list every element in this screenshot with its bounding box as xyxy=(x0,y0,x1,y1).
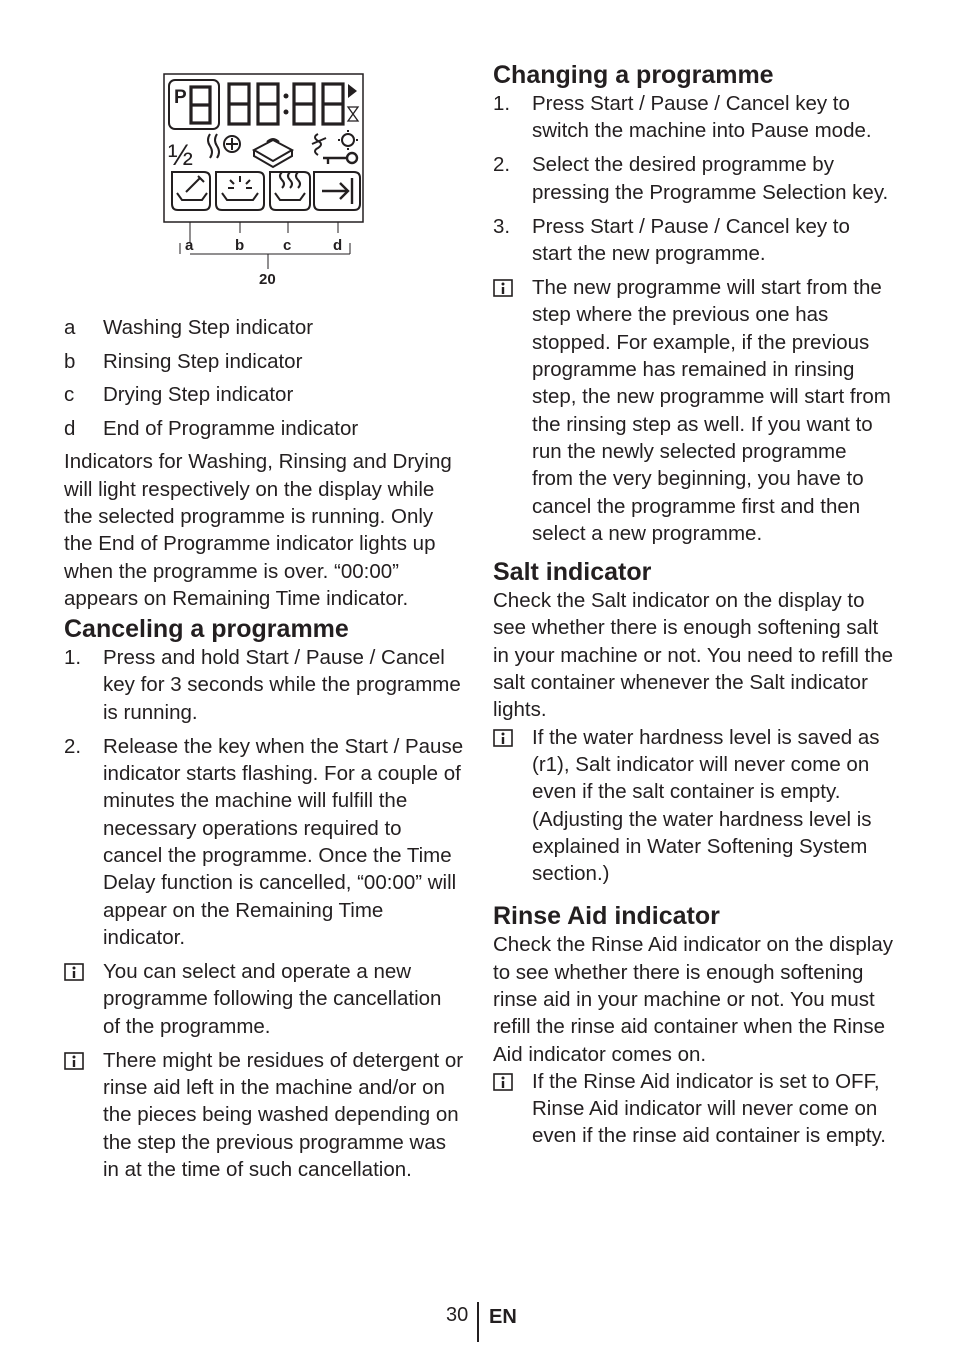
canceling-heading: Canceling a programme xyxy=(64,615,349,644)
lcd-program-letter: P xyxy=(174,87,187,108)
canceling-step: 1. Press and hold Start / Pause / Cancel key for 3 seconds while the programme is running. xyxy=(64,646,461,724)
changing-heading: Changing a programme xyxy=(493,61,774,89)
salt-note: If the water hardness level is saved as (r1), Salt indicator will never come on even if the salt container is empty. (Adjusting the water hardness level is explained in Water Softening System section.) xyxy=(493,724,893,888)
footer-divider xyxy=(477,1302,479,1342)
display-panel-figure xyxy=(64,60,464,300)
dishes-icon xyxy=(254,139,292,167)
info-icon xyxy=(493,724,532,888)
changing-note: The new programme will start from the step where the previous one has stopped. For example, if the previous programme has remained in rinsing step, the new programme will start from the rinsing step as well. If you want to run the newly selected programme from the very beginning, you have to cancel the programme first and then select a new programme. xyxy=(493,274,893,547)
rinse-aid-note: If the Rinse Aid indicator is set to OFF, Rinse Aid indicator will never come on even if the rinse aid container is empty. xyxy=(493,1068,893,1150)
salt-icon xyxy=(338,130,358,150)
key-lock-icon xyxy=(323,153,357,164)
callout-a: a xyxy=(185,237,194,254)
changing-step: 1. Press Start / Pause / Cancel key to switch the machine into Pause mode. xyxy=(493,92,872,143)
legend-item: a Washing Step indicator xyxy=(64,316,314,339)
canceling-note: There might be residues of detergent or rinse aid left in the machine and/or on the pieces being washed depending on the step the previous programme was in at the time of such cancellation. xyxy=(64,1047,464,1183)
callout-d: d xyxy=(333,237,343,254)
end-of-programme-icon xyxy=(322,178,352,204)
info-icon xyxy=(493,1068,532,1150)
half-load-icon: ½ xyxy=(168,139,194,172)
salt-heading: Salt indicator xyxy=(493,558,652,587)
right-column xyxy=(493,60,893,1157)
page-footer xyxy=(0,1302,954,1346)
info-icon xyxy=(64,958,103,1040)
legend-item: d End of Programme indicator xyxy=(64,416,359,440)
changing-step: 3. Press Start / Pause / Cancel key to start the new programme. xyxy=(493,214,850,266)
callout-b: b xyxy=(235,237,245,254)
canceling-step: 2. Release the key when the Start / Pause indicator starts flashing. For a couple of minutes the machine will fulfill the necessary operations required to cancel the programme. Once the Time Delay function is cancelled, “00:00” will appear on the Remaining Time indicator. xyxy=(64,734,464,949)
language-code: EN xyxy=(489,1306,517,1328)
left-column xyxy=(64,60,464,1190)
canceling-note: You can select and operate a new programme following the cancellation of the programme. xyxy=(64,958,464,1040)
washing-step-icon xyxy=(177,176,207,200)
hourglass-icon xyxy=(348,107,358,121)
rinse-aid-paragraph: Check the Rinse Aid indicator on the display to see whether there is enough softening rinse aid in your machine or not. You must refill the rinse aid container when the Rinse Aid indicator comes on. xyxy=(493,933,893,1066)
prewash-icon xyxy=(208,134,240,158)
display-panel-diagram xyxy=(64,60,464,300)
intro-paragraph: Indicators for Washing, Rinsing and Drying will light respectively on the display while the selected programme is running. Only the End of Programme indicator lights up when the programme is over. “00:00” appears on Remaining Time indicator. xyxy=(64,450,452,610)
info-icon xyxy=(64,1047,103,1183)
rinse-aid-heading: Rinse Aid indicator xyxy=(493,902,720,931)
lcd-digits xyxy=(191,84,343,124)
play-icon xyxy=(348,84,357,98)
legend-item: c Drying Step indicator xyxy=(64,383,294,407)
legend-item: b Rinsing Step indicator xyxy=(64,349,303,373)
figure-number: 20 xyxy=(259,271,276,288)
changing-step: 2. Select the desired programme by pressing the Programme Selection key. xyxy=(493,153,889,204)
rinsing-step-icon xyxy=(222,176,258,200)
rinse-aid-icon xyxy=(312,134,326,155)
legend-list xyxy=(64,314,464,442)
salt-paragraph: Check the Salt indicator on the display to see whether there is enough softening salt in your machine or not. You need to refill the salt container whenever the Salt indicator lights. xyxy=(493,589,894,722)
page-number: 30 xyxy=(446,1304,469,1326)
callout-c: c xyxy=(283,237,292,254)
info-icon xyxy=(493,274,532,547)
drying-step-icon xyxy=(275,172,305,200)
